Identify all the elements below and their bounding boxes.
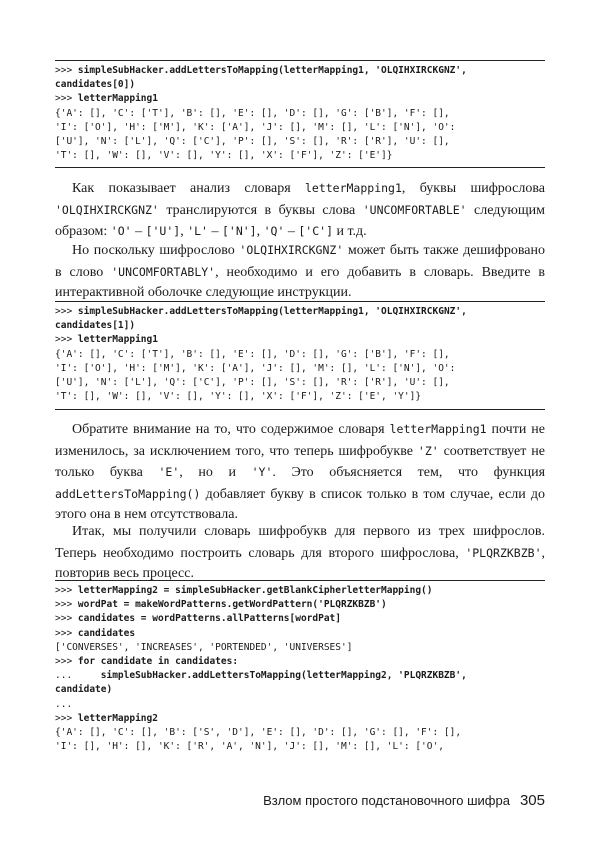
code-text: candidate) bbox=[55, 684, 113, 696]
inline-code: 'OLQIHXIRCKGNZ' bbox=[239, 243, 344, 257]
code-text: letterMapping1 bbox=[77, 334, 158, 346]
code-text: ['CONVERSES', 'INCREASES', 'PORTENDED', 'UNIVERSES'] bbox=[55, 641, 353, 653]
code-text: 'I': ['O'], 'H': ['M'], 'K': ['A'], 'J': [], 'M': [], 'L': ['N'], 'O': bbox=[55, 362, 456, 374]
code-text: letterMapping1 bbox=[77, 93, 158, 105]
inline-code: 'Z' bbox=[417, 443, 439, 458]
code-text: 'I': ['O'], 'H': ['M'], 'K': ['A'], 'J': [], 'M': [], 'L': ['N'], 'O': bbox=[55, 121, 456, 133]
code-line bbox=[55, 584, 545, 598]
text-run: , повторив весь процесс. bbox=[55, 545, 545, 582]
inline-code: 'UNCOMFORTABLY' bbox=[111, 264, 216, 279]
code-prompt: >>> bbox=[55, 599, 78, 611]
code-line bbox=[55, 348, 545, 362]
code-line bbox=[55, 64, 545, 78]
code-block-2-top-rule bbox=[55, 301, 545, 302]
text-run: – bbox=[284, 224, 299, 240]
page-footer bbox=[55, 792, 545, 809]
inline-code: 'L' bbox=[187, 224, 208, 239]
text-run: , но и bbox=[179, 465, 252, 481]
code-text: {'A': [], 'C': ['T'], 'B': [], 'E': [], 'D': [], 'G': ['B'], 'F': [], bbox=[55, 107, 450, 119]
code-line bbox=[55, 669, 545, 683]
inline-code: 'Y' bbox=[251, 465, 273, 480]
code-text: simpleSubHacker.addLettersToMapping(letterMapping2, 'PLQRZKBZB', bbox=[100, 670, 467, 682]
code-text: 'I': [], 'H': [], 'K': ['R', 'A', 'N'], 'J': [], 'M': [], 'L': ['O', bbox=[55, 741, 444, 753]
code-line bbox=[55, 149, 545, 163]
code-block-2 bbox=[55, 305, 545, 404]
inline-code: 'OLQIHXIRCKGNZ' bbox=[55, 202, 159, 217]
text-run: соответствует не только буква bbox=[55, 443, 545, 481]
inline-code: ['N'] bbox=[221, 224, 257, 239]
code-text: 'T': [], 'W': [], 'V': [], 'Y': [], 'X': ['F'], 'Z': ['E']} bbox=[55, 150, 393, 162]
text-run: . Это объясняется тем, что функция bbox=[272, 465, 546, 481]
text-run: – bbox=[131, 224, 146, 240]
code-prompt: >>> bbox=[55, 613, 78, 625]
text-run: добавляет букву в список только в том случае, если до этого она в нем отсутствовала. bbox=[55, 486, 545, 523]
inline-code: 'PLQRZKBZB' bbox=[465, 545, 542, 560]
code-line bbox=[55, 376, 545, 390]
code-line bbox=[55, 726, 545, 740]
code-line bbox=[55, 107, 545, 121]
code-text: candidates[0]) bbox=[55, 79, 136, 91]
code-line bbox=[55, 319, 545, 333]
text-run: может быть также дешифровано в слово bbox=[55, 243, 546, 280]
code-line bbox=[55, 627, 545, 641]
text-run: , bbox=[256, 224, 264, 240]
text-run: Обратите внимание на то, что содержимое словаря bbox=[72, 422, 390, 437]
code-line bbox=[55, 121, 545, 135]
code-line bbox=[55, 655, 545, 669]
code-prompt: >>> bbox=[55, 655, 78, 667]
code-text: candidates[1]) bbox=[55, 320, 136, 332]
text-run: , bbox=[180, 224, 188, 240]
code-text: simpleSubHacker.addLettersToMapping(letterMapping1, 'OLQIHXIRCKGNZ', bbox=[77, 306, 467, 317]
text-run: Итак, мы получили словарь шифробукв для первого из трех шифрослов. Теперь необходимо построить словарь для второго шифрослова, bbox=[55, 524, 545, 561]
inline-code: ['C'] bbox=[298, 224, 333, 239]
inline-code: 'UNCOMFORTABLE' bbox=[362, 202, 467, 217]
code-line bbox=[55, 598, 545, 612]
code-prompt: >>> bbox=[55, 306, 78, 317]
code-text: ['U'], 'N': ['L'], 'Q': ['C'], 'P': [], 'S': [], 'R': ['R'], 'U': [], bbox=[55, 135, 450, 147]
code-prompt: >>> bbox=[55, 65, 78, 76]
code-prompt: >>> bbox=[55, 712, 78, 724]
text-run: и т.д. bbox=[333, 224, 367, 240]
paragraph-3 bbox=[55, 419, 545, 526]
code-line bbox=[55, 78, 545, 92]
running-title: Взлом простого подстановочного шифра bbox=[263, 793, 510, 808]
code-text: {'A': [], 'C': [], 'B': ['S', 'D'], 'E': [], 'D': [], 'G': [], 'F': [], bbox=[55, 726, 462, 738]
code-line bbox=[55, 362, 545, 376]
code-line bbox=[55, 712, 545, 726]
code-line bbox=[55, 390, 545, 404]
code-block-1-top-rule bbox=[55, 60, 545, 61]
code-text: letterMapping2 bbox=[77, 712, 158, 724]
paragraph-2 bbox=[55, 240, 545, 304]
code-text: letterMapping2 = simpleSubHacker.getBlankCipherletterMapping() bbox=[77, 585, 433, 596]
code-prompt: >>> bbox=[55, 93, 78, 105]
text-run: Но поскольку шифрослово bbox=[72, 243, 240, 258]
code-prompt: ... bbox=[55, 698, 73, 710]
code-text: 'T': [], 'W': [], 'V': [], 'Y': [], 'X': ['F'], 'Z': ['E', 'Y']} bbox=[55, 391, 422, 403]
paragraph-4 bbox=[55, 522, 545, 585]
text-run: почти не изменилось, за исключением того, что теперь шифробукве bbox=[55, 422, 545, 459]
code-text: ['U'], 'N': ['L'], 'Q': ['C'], 'P': [], 'S': [], 'R': ['R'], 'U': [], bbox=[55, 376, 450, 388]
inline-code: letterMapping1 bbox=[304, 181, 402, 195]
inline-code: ['U'] bbox=[145, 224, 181, 239]
paragraph-1 bbox=[55, 178, 545, 243]
code-block-3 bbox=[55, 584, 545, 754]
inline-code: 'O' bbox=[110, 224, 132, 239]
code-prompt: ... bbox=[55, 670, 101, 682]
code-prompt: >>> bbox=[55, 627, 78, 639]
code-text: wordPat = makeWordPatterns.getWordPattern('PLQRZKBZB') bbox=[77, 599, 387, 611]
code-line bbox=[55, 683, 545, 697]
code-text: simpleSubHacker.addLettersToMapping(letterMapping1, 'OLQIHXIRCKGNZ', bbox=[77, 65, 467, 76]
code-text: {'A': [], 'C': ['T'], 'B': [], 'E': [], 'D': [], 'G': ['B'], 'F': [], bbox=[55, 348, 450, 360]
code-prompt: >>> bbox=[55, 334, 78, 346]
code-block-1 bbox=[55, 64, 545, 163]
code-line bbox=[55, 92, 545, 106]
code-line bbox=[55, 305, 545, 319]
text-run: транслируются в буквы слова bbox=[158, 202, 363, 218]
code-text: for candidate in candidates: bbox=[77, 655, 239, 667]
code-block-3-top-rule bbox=[55, 580, 545, 581]
inline-code: addLettersToMapping() bbox=[55, 486, 201, 501]
text-run: , буквы шифрослова bbox=[401, 181, 545, 196]
inline-code: 'E' bbox=[158, 465, 180, 480]
code-block-1-bottom-rule bbox=[55, 167, 545, 168]
inline-code: 'Q' bbox=[263, 224, 285, 239]
code-line bbox=[55, 740, 545, 754]
code-text: candidates = wordPatterns.allPatterns[wordPat] bbox=[77, 613, 341, 625]
code-line bbox=[55, 612, 545, 626]
code-line bbox=[55, 135, 545, 149]
code-text: candidates bbox=[77, 627, 136, 639]
code-block-2-bottom-rule bbox=[55, 409, 545, 410]
text-run: следующим образом: bbox=[55, 202, 545, 240]
code-line bbox=[55, 641, 545, 655]
code-prompt: >>> bbox=[55, 585, 78, 596]
text-run: Как показывает анализ словаря bbox=[72, 181, 305, 196]
text-run: , необходимо и его добавить в словарь. Введите в интерактивной оболочке следующие инструкции. bbox=[55, 264, 545, 301]
code-line bbox=[55, 698, 545, 712]
code-line bbox=[55, 333, 545, 347]
page-number: 305 bbox=[519, 792, 545, 809]
text-run: – bbox=[207, 224, 222, 240]
inline-code: letterMapping1 bbox=[389, 422, 487, 436]
